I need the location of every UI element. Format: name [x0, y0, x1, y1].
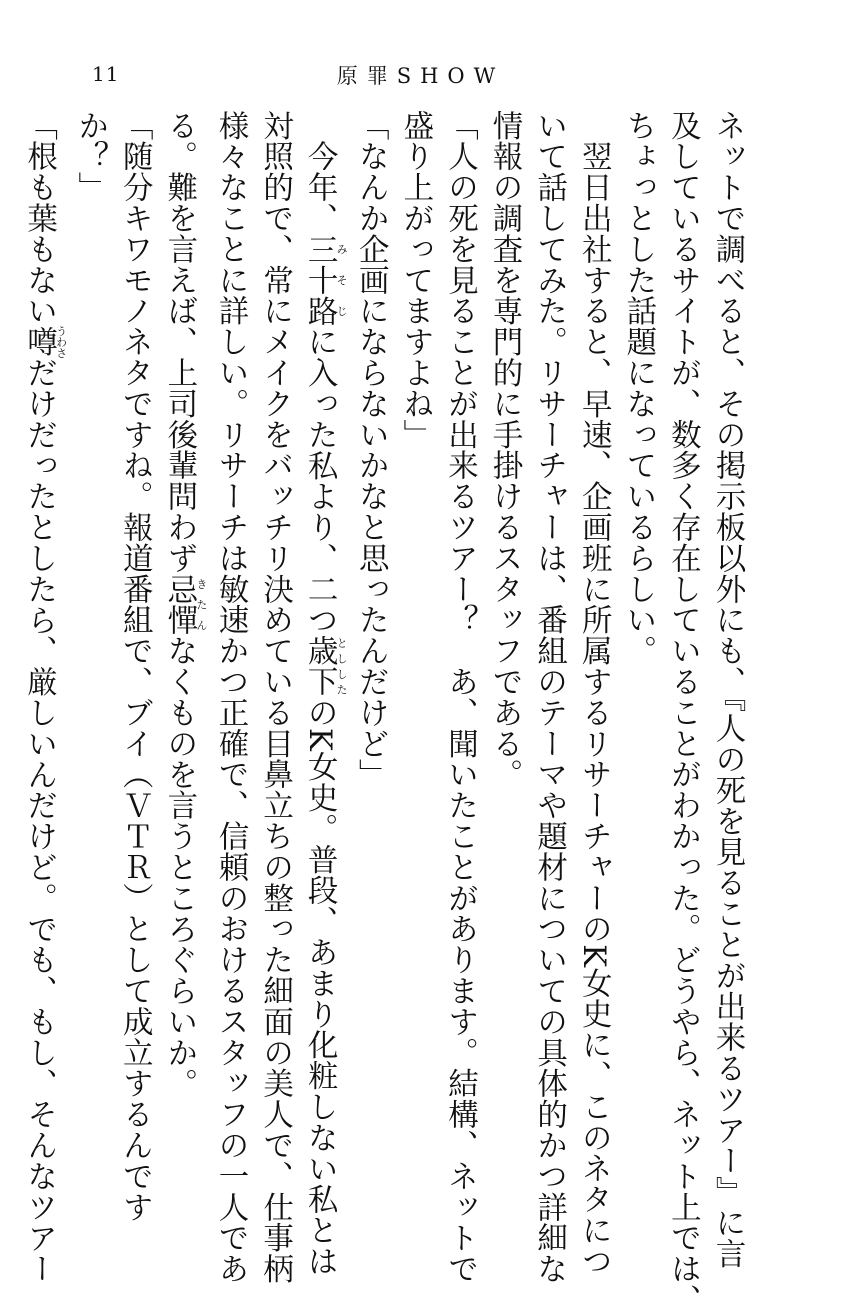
text-line: [156, 110, 207, 1110]
text-line: いて話してみた。リサーチャーは、番組のテーマや題材についての具体的かつ詳細な: [531, 110, 567, 1285]
ruby-reading: としした: [335, 635, 349, 698]
text-line: 「随分キワモノネタですね。報道番組で、ブイ（ＶＴＲ）として成立するんです: [117, 110, 153, 1223]
ruby-word: [21, 325, 68, 359]
body-text: [21, 110, 749, 1315]
ruby-base: 噂: [21, 325, 57, 359]
running-title: 原罪SHOW: [336, 64, 505, 88]
text-segment: 様々なことに詳しい。リサーチは敏速かつ正確で、信頼のおけるスタッフの一人であ: [212, 110, 248, 1285]
ruby-base: 歳下: [302, 635, 338, 698]
ruby-base: 三十路: [302, 233, 338, 327]
ruby-reading: うわさ: [54, 325, 68, 359]
ruby-reading: きたん: [194, 573, 208, 636]
text-line: 「なんか企画にならないかなと思ったんだけど」: [353, 110, 389, 790]
text-line: か？」: [72, 110, 108, 203]
ruby-reading: みそじ: [335, 233, 349, 327]
page-number: 11: [92, 62, 120, 86]
text-line: 及しているサイトが、数多く存在していることがわかった。どうやら、ネット上では、: [665, 110, 701, 1315]
ruby-word: [161, 573, 208, 636]
text-segment: る。難を言えば、上司後輩問わず: [161, 110, 197, 574]
text-segment: 今年、: [302, 110, 338, 234]
text-line: [16, 110, 68, 1285]
ruby-word: [302, 233, 349, 327]
text-line: 盛り上がってますよね」: [397, 110, 433, 450]
text-line: 対照的で、常にメイクをバッチリ決めている目鼻立ちの整った細面の美人で、仕事柄: [257, 110, 293, 1285]
text-line: 翌日出社すると、早速、企画班に所属するリサーチャーのK女史に、このネタにつ: [576, 110, 612, 1277]
text-line: 情報の調査を専門的に手掛けるスタッフである。: [487, 110, 523, 790]
text-segment: に入った私より、二つ: [302, 326, 338, 636]
ruby-word: [302, 635, 349, 698]
text-line: [297, 110, 349, 1277]
text-segment: だけだったとしたら、厳しいんだけど。でも、もし、そんなツアー: [21, 357, 57, 1285]
text-line: ネットで調べると、その掲示板以外にも、『人の死を見ることが出来るツアー』に言: [710, 110, 745, 1269]
text-segment: のK女史。普段、あまり化粧しない私とは: [302, 697, 338, 1277]
text-line: 「人の死を見ることが出来るツアー？ あ、聞いたことがあります。結構、ネットで: [442, 110, 478, 1285]
text-segment: なくものを言うところぐらいか。: [161, 635, 197, 1099]
ruby-base: 忌憚: [161, 573, 197, 636]
text-line: ちょっとした話題になっているらしい。: [620, 110, 656, 667]
text-segment: 「根も葉もない: [21, 110, 57, 327]
text-line: [207, 110, 252, 1285]
